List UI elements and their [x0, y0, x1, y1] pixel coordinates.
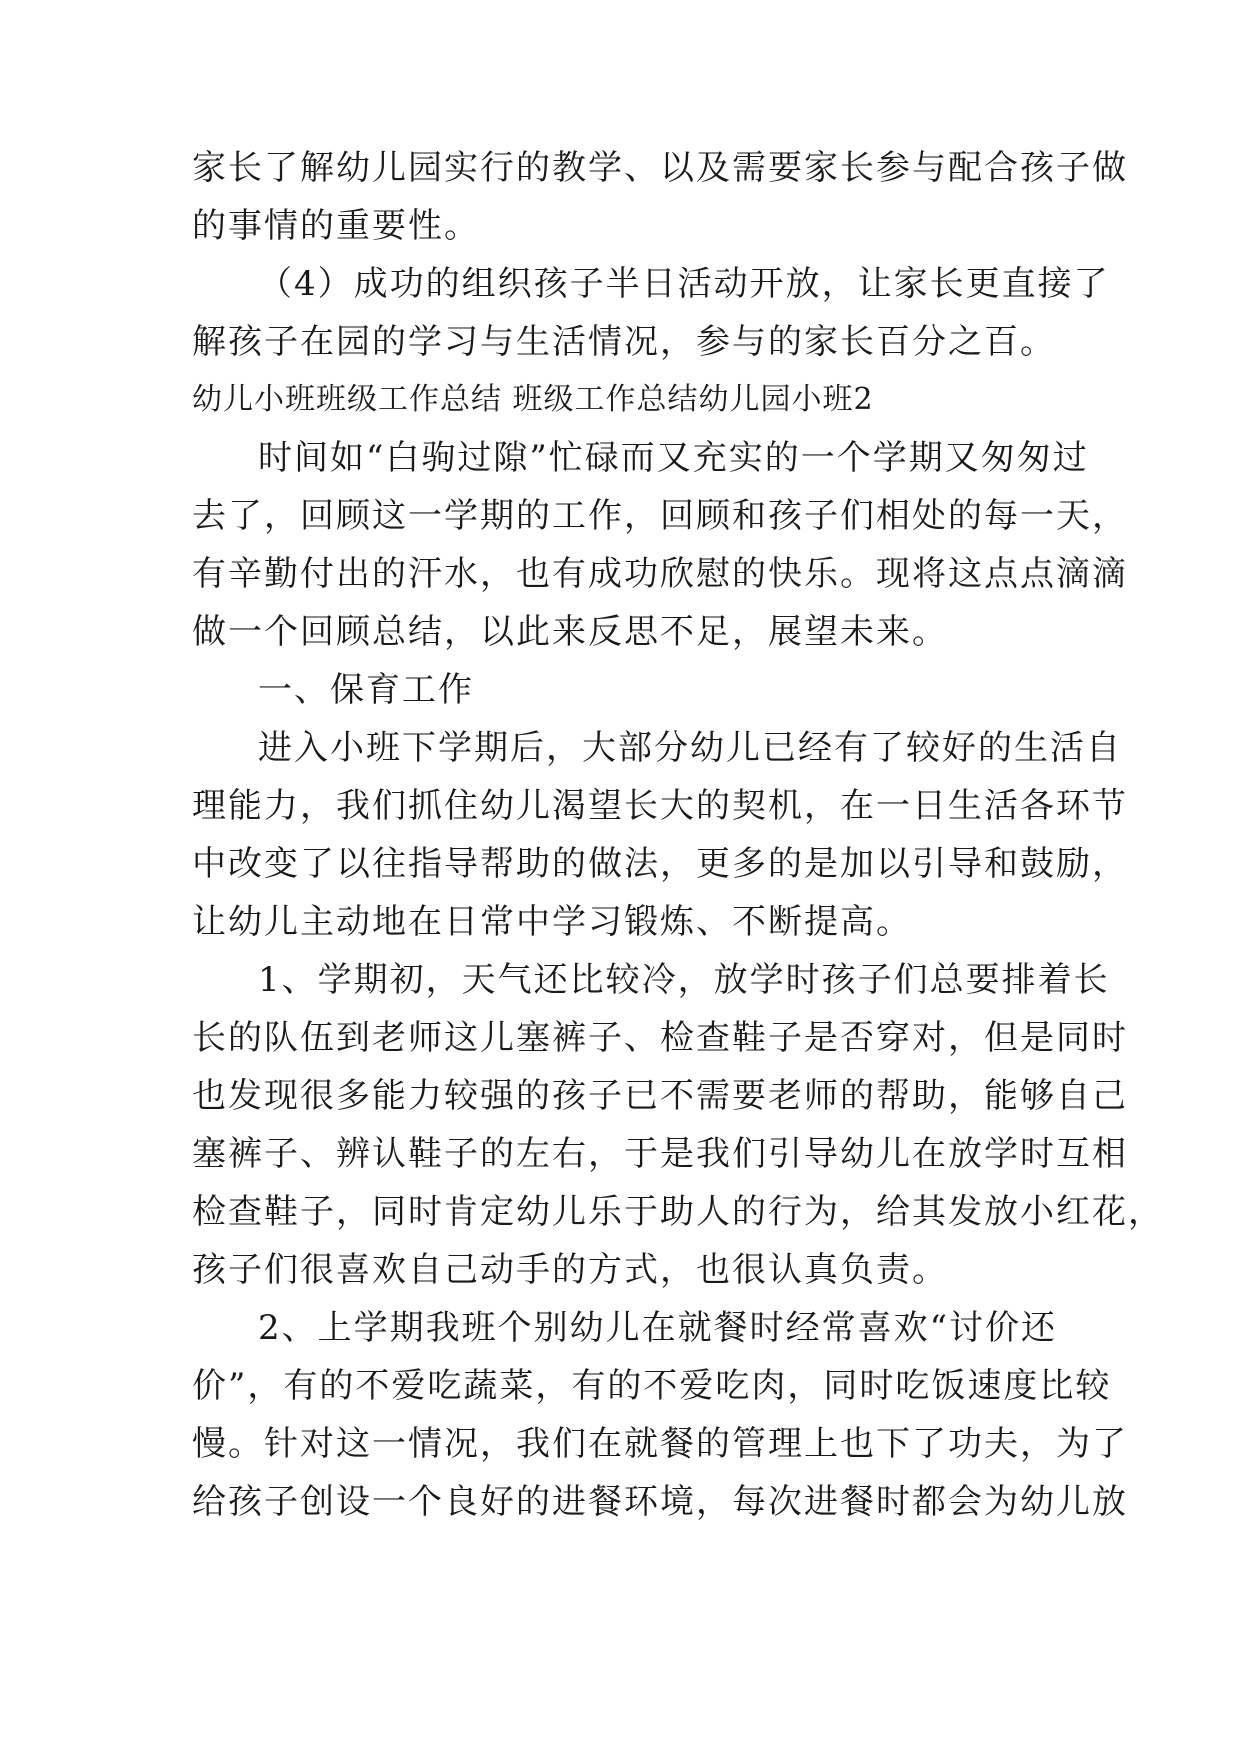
text-line: 去了，回顾这一学期的工作，回顾和孩子们相处的每一天， — [192, 496, 1128, 536]
text-line: 时间如“白驹过隙”忙碌而又充实的一个学期又匆匆过 — [258, 438, 1089, 478]
text-line: 价”，有的不爱吃蔬菜，有的不爱吃肉，同时吃饭速度比较 — [192, 1366, 1112, 1406]
text-line: （4）成功的组织孩子半日活动开放，让家长更直接了 — [258, 264, 1110, 304]
text-line: 解孩子在园的学习与生活情况，参与的家长百分之百。 — [192, 322, 1056, 362]
text-line: 给孩子创设一个良好的进餐环境，每次进餐时都会为幼儿放 — [192, 1482, 1128, 1522]
text-line: 塞裤子、辨认鞋子的左右，于是我们引导幼儿在放学时互相 — [192, 1134, 1128, 1174]
text-line: 检查鞋子，同时肯定幼儿乐于助人的行为，给其发放小红花， — [192, 1192, 1164, 1232]
text-line: 1、学期初，天气还比较冷，放学时孩子们总要排着长 — [258, 960, 1110, 1000]
text-line: 的事情的重要性。 — [192, 206, 480, 246]
text-line: 理能力，我们抓住幼儿渴望长大的契机，在一日生活各环节 — [192, 786, 1128, 826]
text-line: 有辛勤付出的汗水，也有成功欣慰的快乐。现将这点点滴滴 — [192, 554, 1128, 594]
text-line: 慢。针对这一情况，我们在就餐的管理上也下了功夫，为了 — [192, 1424, 1128, 1464]
text-line: 家长了解幼儿园实行的教学、以及需要家长参与配合孩子做 — [192, 148, 1128, 188]
section-heading: 幼儿小班班级工作总结 班级工作总结幼儿园小班2 — [192, 382, 874, 417]
text-line: 长的队伍到老师这儿塞裤子、检查鞋子是否穿对，但是同时 — [192, 1018, 1128, 1058]
text-line: 孩子们很喜欢自己动手的方式，也很认真负责。 — [192, 1250, 948, 1290]
text-line: 中改变了以往指导帮助的做法，更多的是加以引导和鼓励， — [192, 844, 1128, 884]
text-line: 进入小班下学期后，大部分幼儿已经有了较好的生活自 — [258, 728, 1122, 768]
text-line: 做一个回顾总结，以此来反思不足，展望未来。 — [192, 612, 948, 652]
text-line: 2、上学期我班个别幼儿在就餐时经常喜欢“讨价还 — [258, 1308, 1058, 1348]
subsection-heading: 一、保育工作 — [258, 670, 474, 710]
text-line: 也发现很多能力较强的孩子已不需要老师的帮助，能够自己 — [192, 1076, 1128, 1116]
text-line: 让幼儿主动地在日常中学习锻炼、不断提高。 — [192, 902, 912, 942]
